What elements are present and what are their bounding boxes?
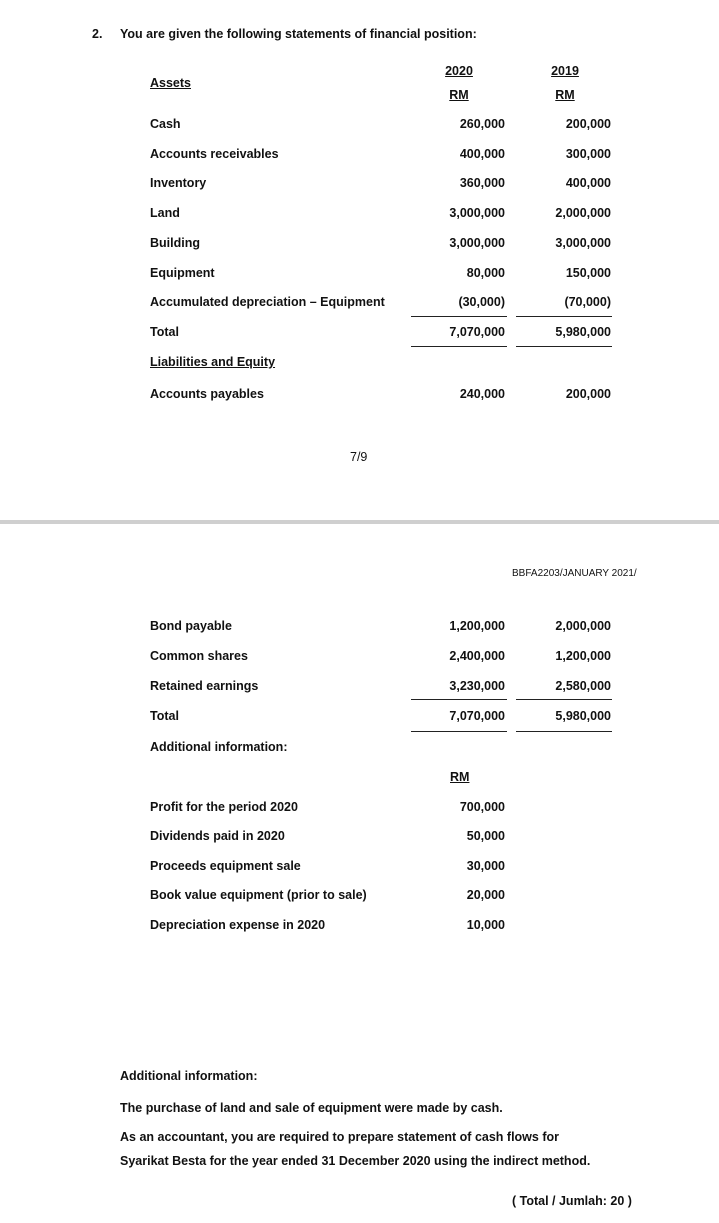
subtotal-rule-2020 [411,316,507,317]
liability-label: Common shares [150,649,248,663]
liabilities-total-2019: 5,980,000 [555,709,611,723]
liability-label: Retained earnings [150,679,259,693]
total-rule-2019 [516,346,612,347]
additional-label: Profit for the period 2020 [150,800,298,814]
additional-rm-header: RM [450,770,470,784]
additional-label: Depreciation expense in 2020 [150,918,326,932]
additional-value: 20,000 [466,888,505,902]
asset-2019: 300,000 [565,147,611,161]
assets-total-2019: 5,980,000 [555,325,611,339]
question-number: 2. [92,27,103,41]
additional-label: Proceeds equipment sale [150,859,301,873]
footer-line-1: The purchase of land and sale of equipment were made by cash. [120,1101,503,1115]
rm-2019-header: RM [555,88,575,102]
asset-label: Accounts receivables [150,147,279,161]
liabilities-total-2020: 7,070,000 [449,709,505,723]
asset-2019: 150,000 [565,266,611,280]
liabilities-heading: Liabilities and Equity [150,355,276,369]
footer-heading: Additional information: [120,1069,258,1083]
liabilities-total-label: Total [150,709,179,723]
liability-2019: 2,580,000 [555,679,611,693]
asset-2019: 3,000,000 [555,236,611,250]
assets-heading: Assets [150,76,191,90]
asset-label: Cash [150,117,181,131]
assets-total-2020: 7,070,000 [449,325,505,339]
footer-line-2: As an accountant, you are required to prepare statement of cash flows for [120,1130,559,1144]
additional-heading: Additional information: [150,740,288,754]
liability-2020: 1,200,000 [449,619,505,633]
rm-2020-header: RM [449,88,469,102]
asset-label: Inventory [150,176,207,190]
asset-2020: (30,000) [458,295,505,309]
additional-value: 50,000 [466,829,505,843]
running-header: BBFA2203/JANUARY 2021/ [512,568,637,579]
total-marks: ( Total / Jumlah: 20 ) [512,1194,632,1208]
asset-label: Accumulated depreciation – Equipment [150,295,385,309]
assets-total-label: Total [150,325,179,339]
asset-label: Building [150,236,200,250]
additional-value: 30,000 [466,859,505,873]
subtotal-rule-2020 [411,699,507,700]
asset-2019: (70,000) [564,295,611,309]
asset-2020: 260,000 [459,117,505,131]
page-number: 7/9 [350,450,368,464]
liability-2020: 3,230,000 [449,679,505,693]
asset-2020: 3,000,000 [449,206,505,220]
asset-2019: 400,000 [565,176,611,190]
total-rule-2020 [411,346,507,347]
additional-value: 10,000 [466,918,505,932]
total-rule-2019 [516,731,612,732]
year-2019-header: 2019 [551,64,579,78]
asset-2019: 200,000 [565,117,611,131]
asset-2020: 3,000,000 [449,236,505,250]
liability-label: Bond payable [150,619,232,633]
accounts-payables-label: Accounts payables [150,387,264,401]
page-separator [0,520,719,524]
accounts-payables-2019: 200,000 [565,387,611,401]
subtotal-rule-2019 [516,316,612,317]
asset-label: Equipment [150,266,215,280]
total-rule-2020 [411,731,507,732]
asset-2020: 360,000 [459,176,505,190]
question-text: You are given the following statements of financial position: [120,27,477,41]
accounts-payables-2020: 240,000 [459,387,505,401]
liability-2019: 1,200,000 [555,649,611,663]
footer-line-3: Syarikat Besta for the year ended 31 December 2020 using the indirect method. [120,1154,591,1168]
liability-2020: 2,400,000 [449,649,505,663]
subtotal-rule-2019 [516,699,612,700]
liability-2019: 2,000,000 [555,619,611,633]
year-2020-header: 2020 [445,64,473,78]
asset-2019: 2,000,000 [555,206,611,220]
asset-label: Land [150,206,180,220]
additional-label: Dividends paid in 2020 [150,829,285,843]
additional-value: 700,000 [459,800,505,814]
asset-2020: 80,000 [466,266,505,280]
asset-2020: 400,000 [459,147,505,161]
additional-label: Book value equipment (prior to sale) [150,888,367,902]
